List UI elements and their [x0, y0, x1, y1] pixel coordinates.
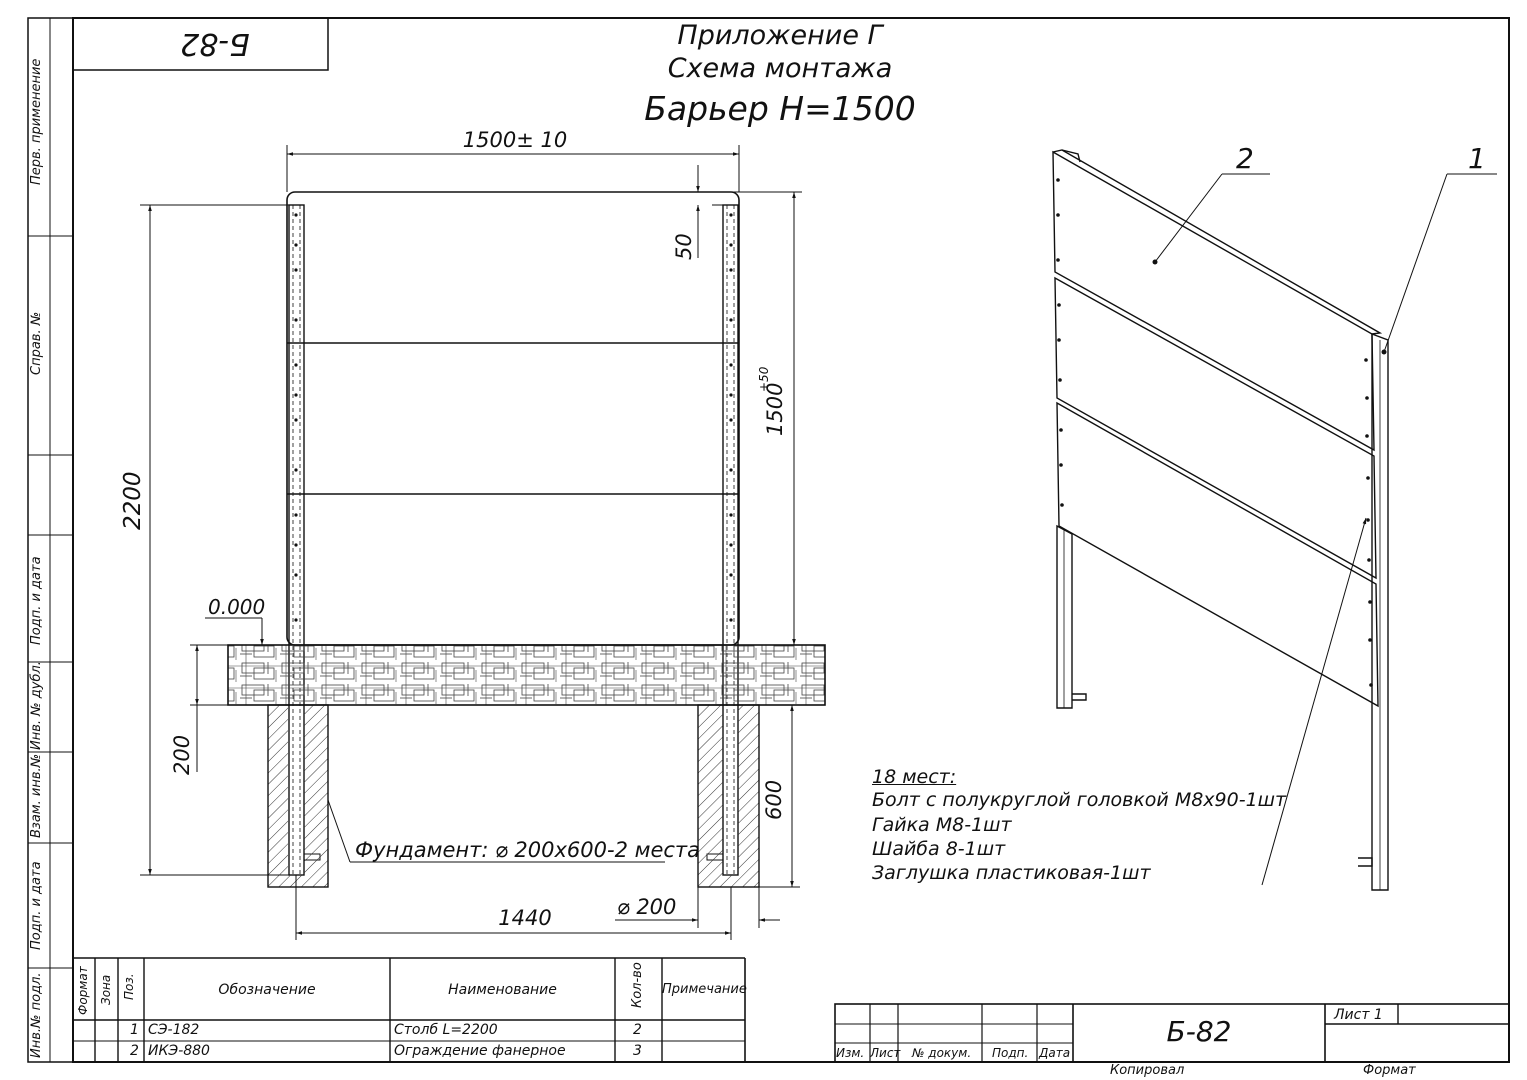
title-podp: Подп.	[992, 1046, 1029, 1060]
dim-width-top: 1500± 10	[462, 128, 568, 152]
margin-inv-no-dubl: Инв. № дубл.	[29, 661, 44, 750]
spec-header-name: Наименование	[448, 982, 557, 998]
title-kopiroval: Копировал	[1110, 1063, 1185, 1078]
title-code: Б-82	[1166, 1015, 1232, 1048]
spec-row-2-designation: ИКЭ-880	[148, 1043, 210, 1059]
spec-row-1-pos: 1	[130, 1022, 139, 1038]
hardware-note-line: Болт с полукруглой головкой М8х90-1шт	[872, 789, 1287, 811]
dim-ground-level: 0.000	[208, 595, 266, 619]
hardware-note-line: Шайба 8-1шт	[872, 838, 1006, 860]
spec-row-2-name: Ограждение фанерное	[394, 1043, 566, 1059]
hardware-note-line: Гайка М8-1шт	[872, 814, 1012, 836]
position-2-label: 2	[1236, 142, 1254, 175]
dim-depth-foundation: 600	[762, 779, 786, 820]
spec-header-zone: Зона	[99, 974, 113, 1005]
scheme-title: Схема монтажа	[667, 53, 893, 84]
hardware-note-line: Заглушка пластиковая-1шт	[872, 862, 1151, 884]
spec-header-designation: Обозначение	[218, 982, 316, 998]
dim-diameter: ⌀ 200	[617, 895, 677, 919]
title-format: Формат	[1363, 1063, 1416, 1078]
dim-height-panel-tolerance: +50	[757, 366, 771, 392]
stamp-code-rotated: Б-82	[180, 26, 250, 61]
dim-offset-top: 50	[672, 233, 696, 260]
title-data: Дата	[1039, 1046, 1071, 1060]
spec-row-1-name: Столб L=2200	[394, 1022, 498, 1038]
barrier-title: Барьер H=1500	[644, 89, 916, 128]
dim-depth-slab: 200	[170, 734, 194, 775]
dim-height-panel: 1500	[763, 382, 787, 436]
margin-sprav-no: Справ. №	[29, 311, 44, 375]
spec-row-1-qty: 2	[633, 1022, 642, 1038]
hardware-note-title: 18 мест:	[872, 766, 957, 788]
sheet-frame	[28, 18, 1509, 1062]
margin-podp-i-data-1: Подп. и дата	[29, 556, 44, 645]
position-leaders	[1155, 174, 1497, 885]
title-sheet: Лист 1	[1334, 1007, 1383, 1023]
margin-inv-no-podl: Инв.№ подл.	[29, 972, 44, 1058]
spec-header-qty: Кол-во	[630, 962, 645, 1008]
spec-header-format: Формат	[76, 966, 90, 1015]
spec-header-pos: Поз.	[122, 973, 136, 1000]
position-1-label: 1	[1468, 142, 1486, 175]
dim-height-total: 2200	[120, 471, 146, 530]
spec-row-2-qty: 3	[633, 1043, 642, 1059]
appendix-title: Приложение Г	[677, 20, 883, 51]
isometric-view	[1053, 150, 1388, 890]
isometric-bolt-holes	[1056, 178, 1386, 687]
title-izm: Изм.	[836, 1046, 865, 1060]
dim-post-span: 1440	[498, 906, 552, 930]
title-list: Лист	[870, 1046, 901, 1060]
spec-header-note: Примечание	[662, 982, 747, 997]
post-bolt-holes	[294, 213, 732, 621]
margin-podp-i-data-2: Подп. и дата	[29, 861, 44, 950]
spec-row-2-pos: 2	[130, 1043, 139, 1059]
spec-row-1-designation: СЭ-182	[148, 1022, 200, 1038]
margin-vzam-inv-no: Взам. инв.№	[29, 753, 44, 838]
front-view	[228, 192, 825, 887]
foundation-note: Фундамент: ⌀ 200х600-2 места	[355, 838, 701, 862]
margin-perv-primenenie: Перв. применение	[29, 58, 44, 185]
title-doc-no: № докум.	[912, 1046, 972, 1060]
